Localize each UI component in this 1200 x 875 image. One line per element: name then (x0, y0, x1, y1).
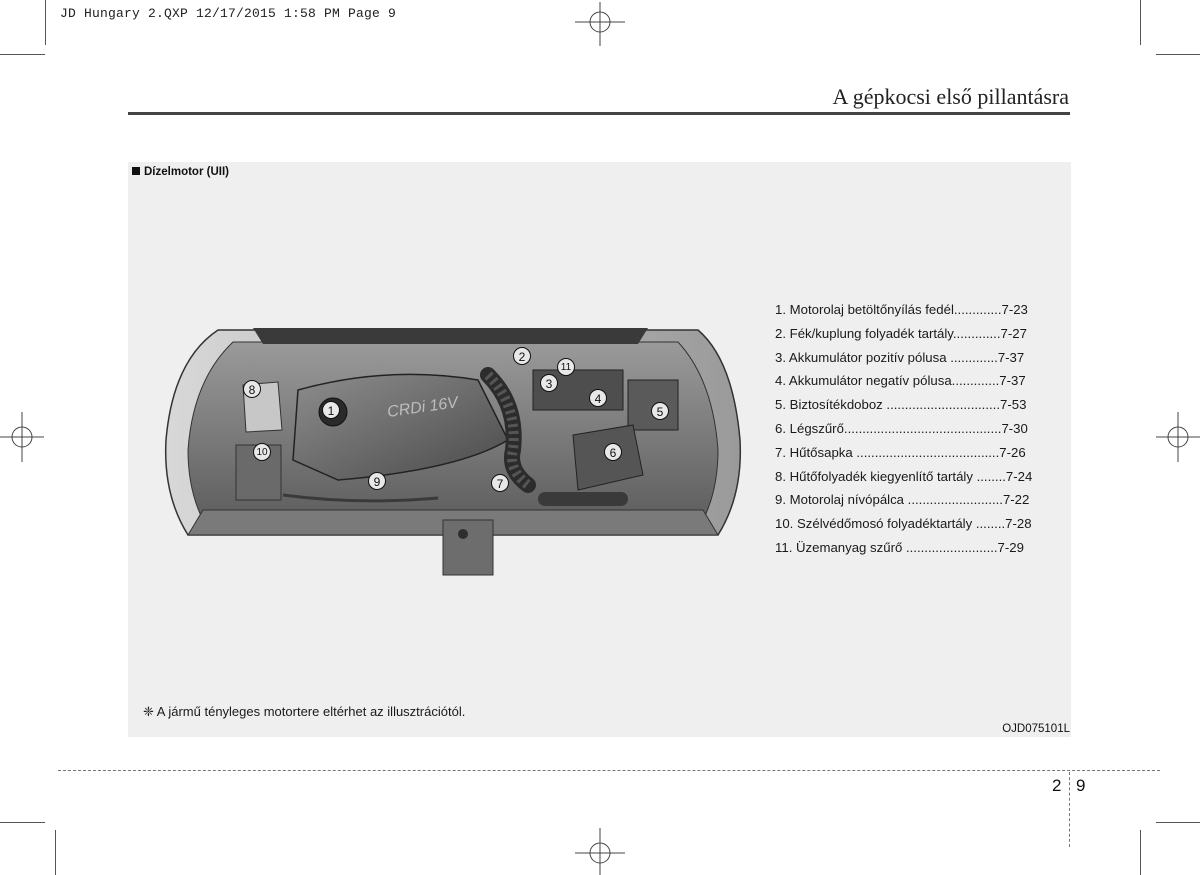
callout-marker-2: 2 (513, 347, 531, 365)
parts-list-item: 6. Légszűrő...........................................7-30 (775, 420, 1028, 436)
crop-mark-bottom-right-h (1156, 822, 1200, 823)
callout-marker-4: 4 (589, 389, 607, 407)
parts-list-item: 7. Hűtősapka .......................................7-26 (775, 444, 1026, 460)
parts-list-item: 8. Hűtőfolyadék kiegyenlítő tartály ........7-24 (775, 468, 1033, 484)
parts-list-item: 4. Akkumulátor negatív pólusa.............7-37 (775, 373, 1026, 389)
square-bullet-icon (132, 167, 140, 175)
callout-marker-11: 11 (557, 358, 575, 376)
page-number: 9 (1076, 776, 1086, 795)
crop-mark-bottom-right-v (1140, 830, 1141, 875)
callout-marker-3: 3 (540, 374, 558, 392)
page-number-divider (1069, 772, 1070, 847)
print-header: JD Hungary 2.QXP 12/17/2015 1:58 PM Page 9 (60, 6, 397, 21)
parts-list-item: 5. Biztosítékdoboz ...............................7-53 (775, 397, 1027, 413)
crop-mark-bottom-left-v (55, 830, 56, 875)
running-title: A gépkocsi első pillantásra (832, 84, 1069, 109)
parts-list-item: 11. Üzemanyag szűrő .........................7-29 (775, 539, 1024, 555)
chapter-number: 2 (1052, 776, 1062, 795)
section-label-text: Dízelmotor (UII) (144, 166, 229, 178)
footer-dashed-rule (58, 770, 1160, 771)
title-rule (128, 112, 1070, 115)
parts-list-item: 2. Fék/kuplung folyadék tartály.............7-27 (775, 325, 1027, 341)
parts-list-item: 1. Motorolaj betöltőnyílás fedél.............7-23 (775, 302, 1028, 317)
engine-bay-illustration (158, 320, 748, 580)
registration-mark-bottom (575, 828, 625, 875)
callout-marker-7: 7 (491, 474, 509, 492)
crop-mark-top-right-h (1156, 54, 1200, 55)
callout-marker-10: 10 (253, 443, 271, 461)
registration-mark-left (0, 412, 44, 462)
crop-mark-top-left-v (45, 0, 46, 45)
callout-marker-1: 1 (322, 401, 340, 419)
registration-mark-top (575, 2, 625, 46)
parts-list-item: 10. Szélvédőmosó folyadéktartály ........7-28 (775, 516, 1032, 532)
engine-badge: CRDi 16V (386, 394, 460, 421)
figure-code: OJD075101L (1002, 723, 1070, 735)
parts-list-item: 9. Motorolaj nívópálca ..........................7-22 (775, 492, 1030, 508)
callout-marker-8: 8 (243, 380, 261, 398)
figure-panel (128, 162, 1071, 737)
parts-list-item: 3. Akkumulátor pozitív pólusa .............7-37 (775, 349, 1025, 365)
crop-mark-top-right-v (1140, 0, 1141, 45)
registration-mark-right (1156, 412, 1200, 462)
footnote: ❈ A jármű tényleges motortere eltérhet az illusztrációtól. (143, 704, 466, 719)
callout-marker-5: 5 (651, 402, 669, 420)
crop-mark-top-left-h (0, 54, 45, 55)
crop-mark-bottom-left-h (0, 822, 45, 823)
callout-marker-9: 9 (368, 472, 386, 490)
parts-list (775, 298, 1032, 560)
callout-marker-6: 6 (604, 443, 622, 461)
section-label (132, 166, 229, 178)
